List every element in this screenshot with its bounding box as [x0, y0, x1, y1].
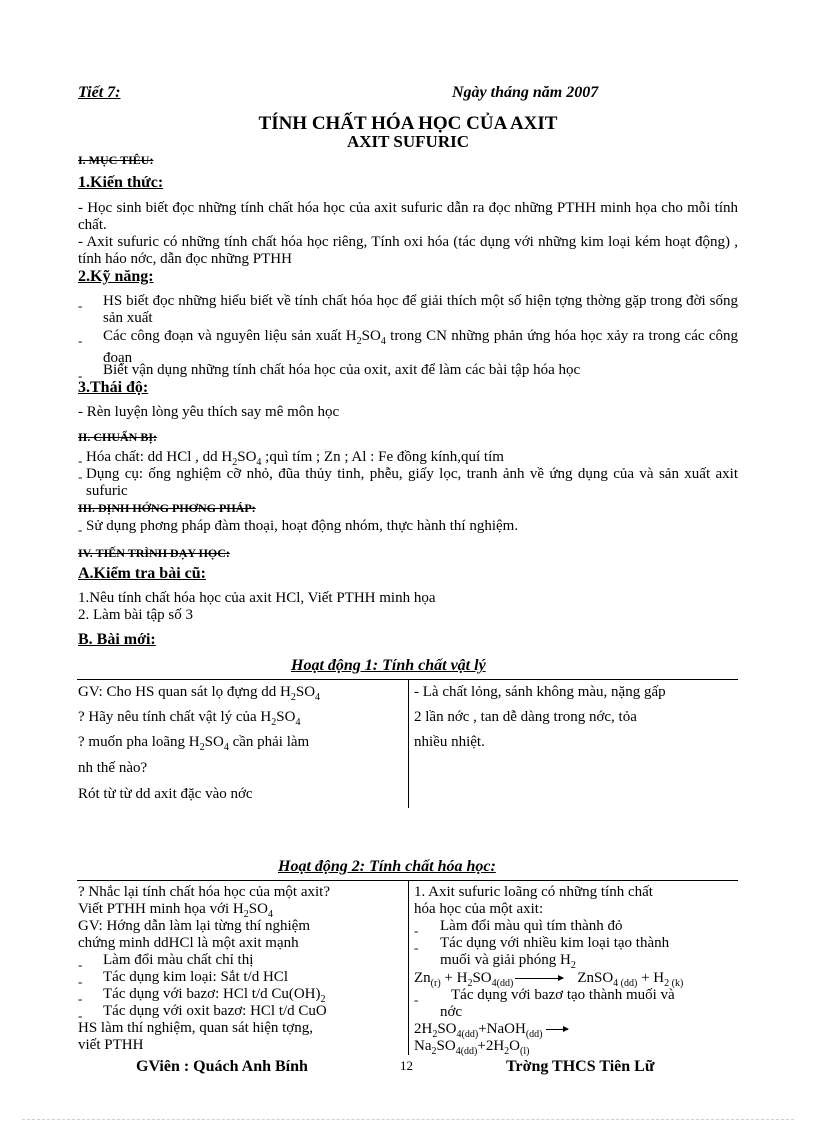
equation-h2so4-naoh: $2H_2SO_{4(dd)}+NaOH_{(dd)}$ — [414, 1021, 568, 1040]
bullet-dash: - — [78, 522, 83, 537]
reaction-arrow — [546, 1029, 568, 1030]
skills-heading: 2.Kỹ năng: — [78, 268, 154, 285]
objectives-heading: I. MỤC TIÊU: — [78, 153, 154, 167]
act2-right-bullet-1: Làm đổi màu quì tím thành đỏ — [440, 918, 623, 934]
act1-left-line-2: ? Hãy nêu tính chất vật lý của $H_2SO_4$ — [78, 709, 301, 728]
knowledge-paragraph-2: - Axit sufuric có những tính chất hóa học riêng, Tính oxi hóa (tác dụng với những kim loại kém hoạt động) , tính háo nớc, dẫn đọc những PTHH — [78, 234, 738, 267]
footer-school: Trờng THCS Tiên Lữ — [506, 1058, 655, 1075]
act2-left-line-9: HS làm thí nghiệm, quan sát hiện tợng, — [78, 1020, 313, 1036]
act2-left-line-3: GV: Hớng dẫn làm lại từng thí nghiệm — [78, 918, 311, 934]
act2-left-line-1: ? Nhắc lại tính chất hóa học của một axit? — [78, 884, 330, 900]
act2-right-bullet-3: Tác dụng với bazơ tạo thành muối và — [451, 987, 675, 1003]
act1-left-line-3: ? muốn pha loãng $H_2SO_4$ cần phải làm — [78, 734, 310, 753]
page-title: TÍNH CHẤT HÓA HỌC CỦA AXIT — [258, 113, 558, 134]
skill-1: HS biết đọc những hiểu biết về tính chất hóa học để giải thích một số hiện tợng thờng gặp trong đời sống sản xuất — [103, 293, 738, 326]
method-heading: III. ĐỊNH HỚNG PHƠNG PHÁP: — [78, 501, 256, 515]
act2-left-bullet-1: Làm đổi màu chất chỉ thị — [103, 952, 254, 968]
knowledge-heading: 1.Kiến thức: — [78, 174, 164, 191]
act2-left-line-2: Viết PTHH minh họa với $H_2SO_4$ — [78, 901, 273, 920]
process-heading: IV. TIẾN TRÌNH DẠY HỌC: — [78, 546, 230, 560]
act2-right-line-8: nớc — [440, 1004, 463, 1020]
skill-2: Các công đoạn và nguyên liệu sản xuất $H_2SO_4$ trong CN những phản ứng hóa học xảy ra trong các công đoạn — [103, 328, 738, 366]
page-number: 12 — [400, 1058, 413, 1073]
page-bottom-edge — [22, 1119, 794, 1120]
reaction-arrow — [515, 978, 563, 979]
new-lesson-heading: B. Bài mới: — [78, 631, 156, 648]
column-divider — [408, 881, 409, 1055]
bullet-dash: - — [78, 368, 83, 383]
bullet-dash: - — [78, 974, 83, 989]
act1-right-line-2: 2 lần nớc , tan dễ dàng trong nớc, tỏa — [414, 709, 637, 725]
review-question-2: 2. Làm bài tập số 3 — [78, 607, 193, 623]
equation-zn-h2so4: $Zn_{(r)} + H_2SO_{4(dd)}$ ZnSO$_{4 (dd)}$ + $H_{2 (k)}$ — [414, 970, 684, 989]
equation-products: $Na_2SO_{4(dd)}+2H_2O_{(l)}$ — [414, 1038, 530, 1057]
method-text: Sử dụng phơng pháp đàm thoại, hoạt động nhóm, thực hành thí nghiệm. — [86, 518, 519, 534]
act1-right-line-1: - Là chất lỏng, sánh không màu, nặng gấp — [414, 684, 666, 700]
act2-right-line-5: muối và giải phóng $H_2$ — [440, 952, 576, 971]
bullet-dash: - — [78, 991, 83, 1006]
bullet-dash: - — [414, 923, 419, 938]
review-heading: A.Kiểm tra bài cũ: — [78, 565, 206, 582]
bullet-dash: - — [78, 333, 83, 348]
preparation-heading: II. CHUẨN BỊ: — [78, 430, 158, 444]
column-divider — [408, 680, 409, 808]
bullet-dash: - — [78, 1008, 83, 1023]
act2-left-line-4: chứng minh ddHCl là một axit mạnh — [78, 935, 299, 951]
knowledge-paragraph-1: - Học sinh biết đọc những tính chất hóa học của axit sufuric dẫn ra đọc những PTHH minh họa cho mỗi tính chất. — [78, 200, 738, 233]
skill-3: Biết vận dụng những tính chất hóa học của oxit, axit để làm các bài tập hóa học — [103, 362, 581, 378]
activity2-heading: Hoạt động 2: Tính chất hóa học: — [278, 858, 496, 875]
footer-teacher: GViên : Quách Anh Bính — [136, 1058, 308, 1075]
act1-left-line-5: Rót từ từ dd axit đặc vào nớc — [78, 786, 253, 802]
date-line: Ngày tháng năm 2007 — [452, 84, 599, 101]
bullet-dash: - — [78, 298, 83, 313]
page-subtitle: AXIT SUFURIC — [346, 132, 469, 151]
act2-right-line-2: hóa học của một axit: — [414, 901, 544, 917]
act2-left-bullet-2: Tác dụng kim loại: Sắt t/d HCl — [103, 969, 288, 985]
act1-left-line-4: nh thế nào? — [78, 760, 148, 776]
attitude-heading: 3.Thái độ: — [78, 379, 149, 396]
chemicals-line: Hóa chất: dd HCl , dd $H_2SO_4$ ;quì tím ; Zn ; Al : Fe đồng kính,quí tím — [86, 449, 504, 468]
bullet-dash: - — [414, 992, 419, 1007]
lesson-number: Tiết 7: — [78, 84, 121, 101]
act1-right-line-3: nhiều nhiệt. — [414, 734, 485, 750]
bullet-dash: - — [78, 469, 83, 484]
activity1-heading: Hoạt động 1: Tính chất vật lý — [291, 657, 486, 674]
review-question-1: 1.Nêu tính chất hóa học của axit HCl, Viết PTHH minh họa — [78, 590, 436, 606]
act1-left-line-1: GV: Cho HS quan sát lọ đựng dd $H_2SO_4$ — [78, 684, 321, 703]
act2-right-line-1: 1. Axit sufuric loãng có những tính chất — [414, 884, 653, 900]
act2-left-bullet-4: Tác dụng với oxit bazơ: HCl t/d CuO — [103, 1003, 327, 1019]
bullet-dash: - — [414, 940, 419, 955]
bullet-dash: - — [78, 957, 83, 972]
act2-left-line-10: viết PTHH — [78, 1037, 144, 1053]
attitude-text: - Rèn luyện lòng yêu thích say mê môn học — [78, 404, 340, 420]
bullet-dash: - — [78, 453, 83, 468]
act2-left-bullet-3: Tác dụng với bazơ: HCl t/d $Cu(OH)_2$ — [103, 986, 326, 1005]
tools-line: Dụng cụ: ống nghiệm cỡ nhỏ, đũa thủy tinh, phễu, giấy lọc, tranh ảnh về ứng dụng của và sản xuất axit sufuric — [86, 466, 738, 499]
act2-right-bullet-2: Tác dụng với nhiều kim loại tạo thành — [440, 935, 670, 951]
